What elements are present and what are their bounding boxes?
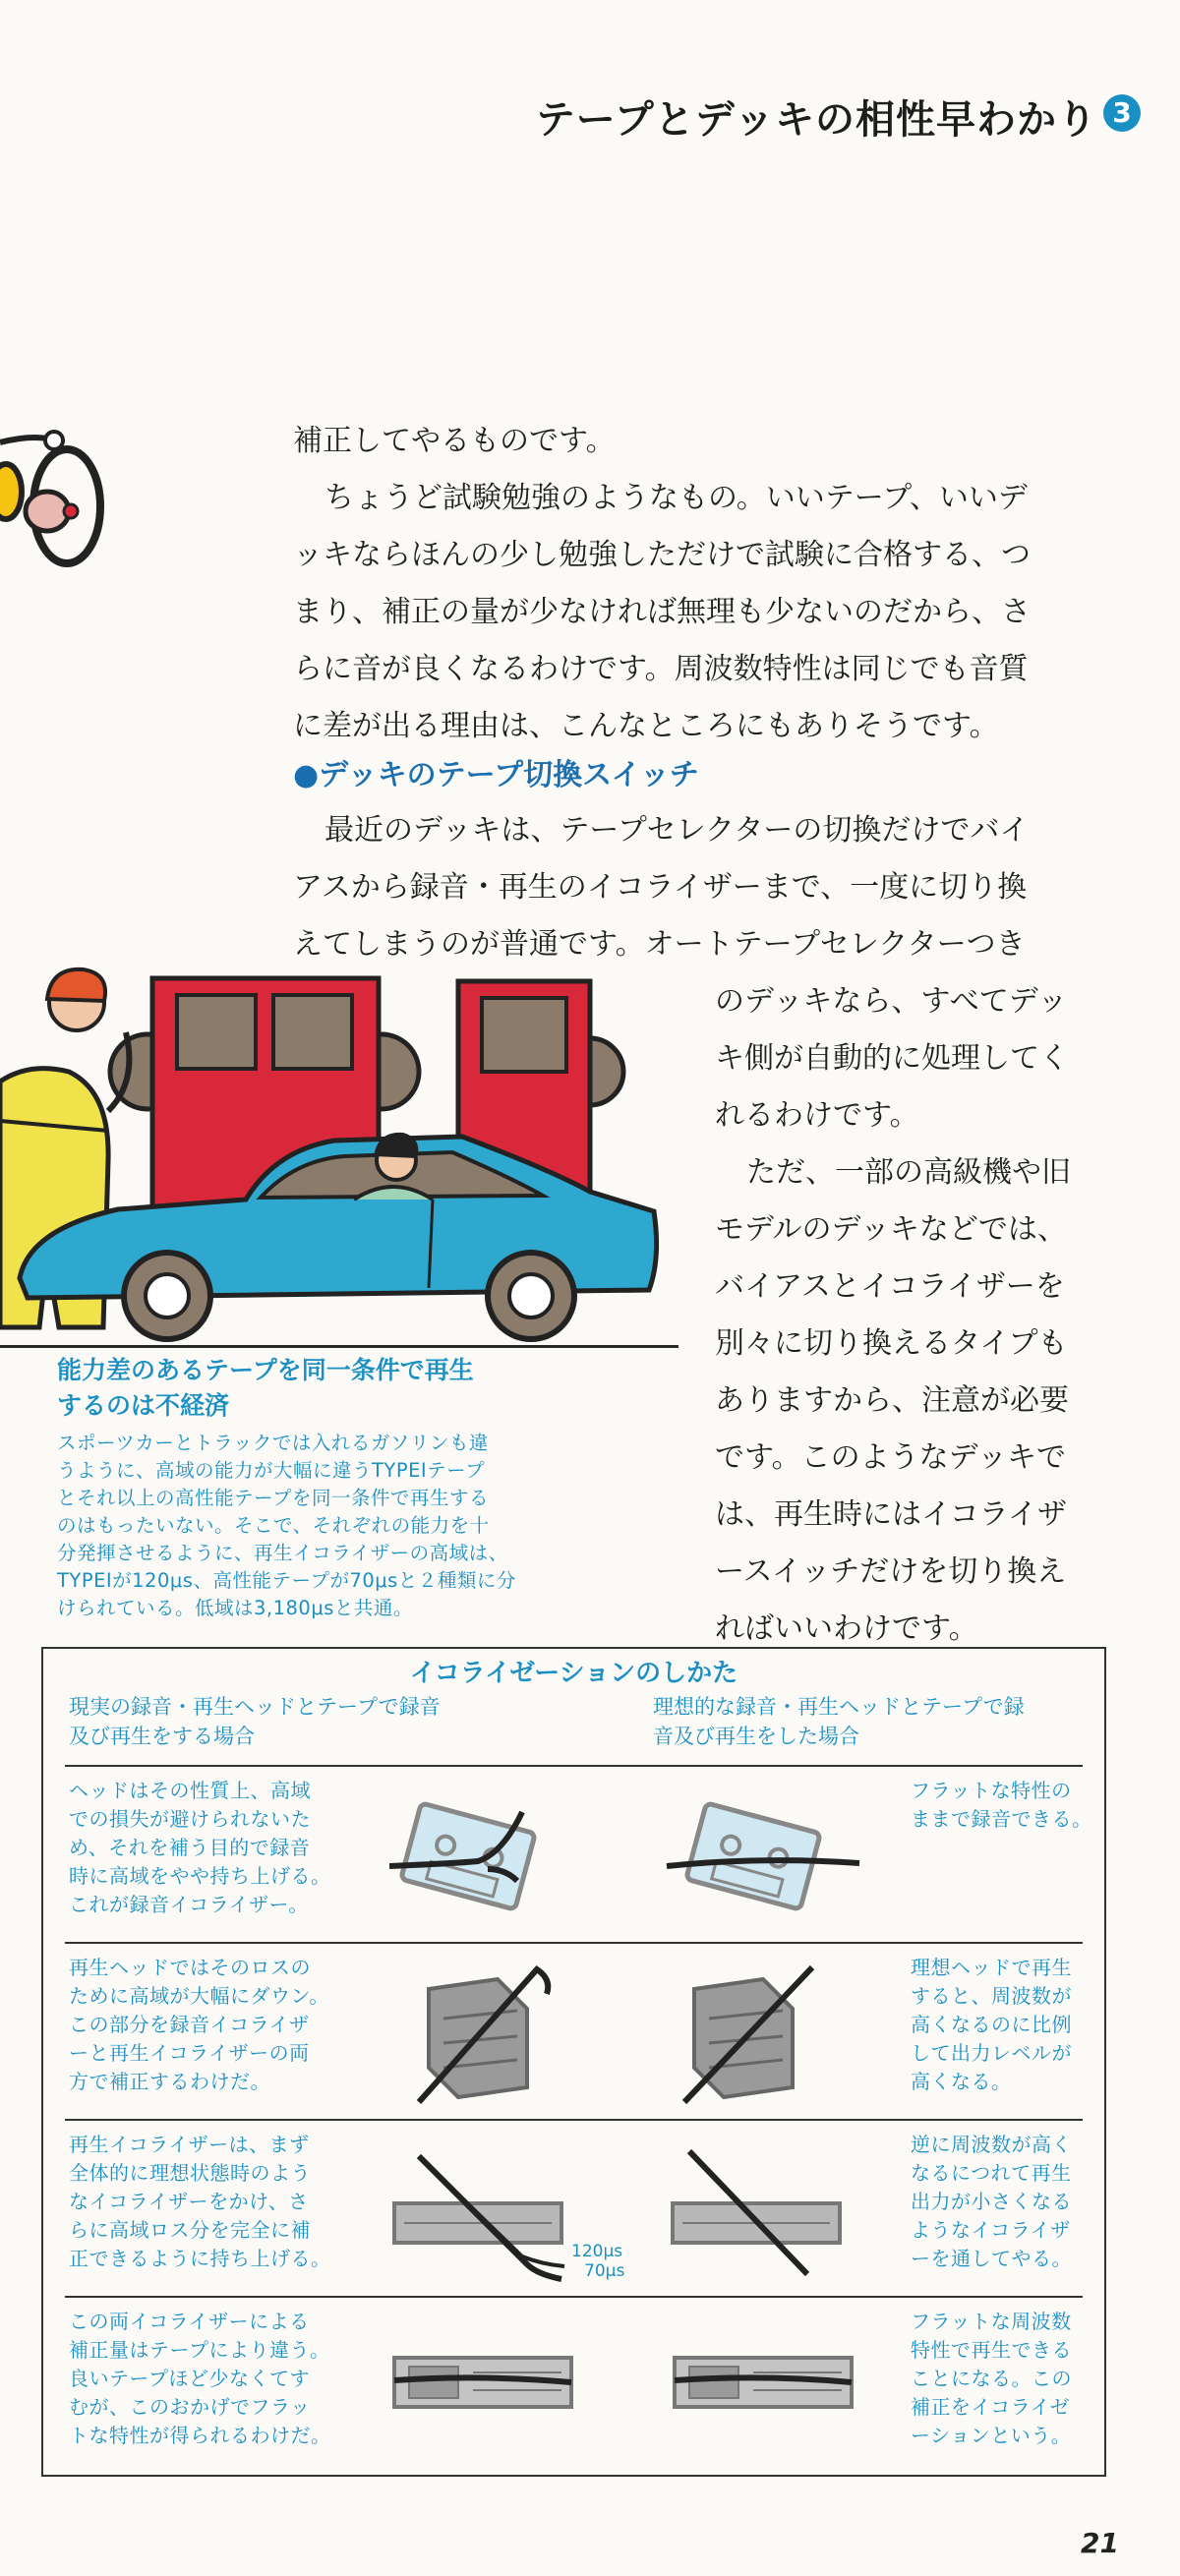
- body-line: のデッキなら、すべてデッ: [715, 984, 1068, 1019]
- eq-row-recording: [65, 1765, 1092, 1942]
- body-line: ありますから、注意が必要: [715, 1383, 1069, 1418]
- body-line: 最近のデッキは、テープセレクターの切換だけでバイ: [324, 813, 1030, 848]
- eq-row-left-text: 再生ヘッドではそのロスの ために高域が大幅にダウン。 この部分を録音イコライザ ーと再生イコライザーの両 方で補正するわけだ。: [69, 1956, 329, 2093]
- eq-row-right-text: 理想ヘッドで再生 すると、周波数が 高くなるのに比例 して出力レベルが 高くなる。: [911, 1956, 1072, 2093]
- body-line: ればいいわけです。: [715, 1611, 978, 1646]
- body-line: 別々に切り換えるタイプも: [715, 1326, 1068, 1361]
- body-line: まり、補正の量が少なければ無理も少ないのだから、さ: [293, 595, 1031, 629]
- body-line: ッキならほんの少し勉強しただけで試験に合格する、つ: [293, 538, 1031, 572]
- body-line: キ側が自動的に処理してく: [715, 1041, 1069, 1076]
- body-line: 補正してやるものです。: [293, 424, 616, 458]
- body-line: らに音が良くなるわけです。周波数特性は同じでも音質: [293, 652, 1029, 686]
- equalization-diagram-box: [41, 1647, 1106, 2477]
- body-line: ースイッチだけを切り換え: [715, 1554, 1067, 1589]
- cassette-deck-diagram: [389, 2304, 901, 2466]
- amplifier-diagram: [389, 2127, 901, 2289]
- gas-station-illustration: [0, 964, 688, 1357]
- body-paragraph-narrow: [715, 973, 1108, 1658]
- column-header-real: 現実の録音・再生ヘッドとテープで録音 及び再生をする場合: [69, 1695, 441, 1748]
- body-line: ただ、一部の高級機や旧: [746, 1155, 1071, 1190]
- body-paragraph-intro: [293, 413, 1109, 755]
- page-number: 21: [1081, 2527, 1119, 2559]
- cassette-icon: [401, 1803, 536, 1909]
- eq-label-70us: 70μs: [584, 2261, 625, 2281]
- eq-row-playback-head: [65, 1942, 1083, 2119]
- body-line: です。このようなデッキで: [715, 1440, 1066, 1475]
- body-line: えてしまうのが普通です。オートテープセレクターつき: [293, 927, 1026, 962]
- illustration-ground-line: [0, 1345, 678, 1348]
- eq-row-left-text: 再生イコライザーは、まず 全体的に理想状態時のよう なイコライザーをかけ、さ らに高域ロス分を完全に補 正できるように持ち上げる。: [69, 2133, 331, 2270]
- cassette-diagram: [389, 1773, 901, 1935]
- eq-row-right-text: フラットな周波数 特性で再生できる ことになる。この 補正をイコライゼ ーションという。: [911, 2310, 1072, 2447]
- tape-head-diagram: [389, 1950, 901, 2112]
- caption-title: 能力差のあるテープを同一条件で再生 するのは不経済: [57, 1356, 474, 1420]
- chapter-badge: 3: [1103, 94, 1141, 132]
- body-line: アスから録音・再生のイコライザーまで、一度に切り換: [293, 870, 1028, 905]
- eq-row-right-text: フラットな特性の ままで録音できる。: [911, 1779, 1092, 1831]
- equalization-title: イコライゼーションのしかた: [409, 1659, 738, 1688]
- eq-row-left-text: ヘッドはその性質上、高域 での損失が避けられないた め、それを補う目的で録音 時に高域をやや持ち上げる。 これが録音イコライザー。: [69, 1779, 331, 1916]
- cassette-icon: [686, 1803, 821, 1909]
- body-paragraph-wide: [293, 802, 1109, 973]
- body-line: れるわけです。: [715, 1098, 919, 1133]
- eq-row-right-text: 逆に周波数が高く なるにつれて再生 出力が小さくなる ようなイコライザ ーを通してやる。: [911, 2133, 1072, 2270]
- column-header-ideal: 理想的な録音・再生ヘッドとテープで録 音及び再生をした場合: [653, 1695, 1025, 1748]
- eq-row-result: [65, 2296, 1083, 2473]
- body-line: バイアスとイコライザーを: [715, 1269, 1065, 1304]
- eq-row-left-text: この両イコライザーによる 補正量はテープにより違う。 良いテープほど少なくてす むが、このおかげでフラッ トな特性が得られるわけだ。: [69, 2310, 331, 2447]
- body-line: ちょうど試験勉強のようなもの。いいテープ、いいデ: [324, 481, 1028, 515]
- body-line: は、再生時にはイコライザ: [715, 1497, 1067, 1532]
- eq-row-playback-eq: [65, 2119, 1083, 2296]
- body-line: モデルのデッキなどでは、: [715, 1212, 1067, 1247]
- page-header: [433, 88, 1141, 147]
- eq-label-120us: 120μs: [571, 2242, 623, 2261]
- partial-figure-illustration: [0, 413, 108, 580]
- caption-body: スポーツカーとトラックでは入れるガソリンも違 うように、高域の能力が大幅に違うTYPEⅠテープ とそれ以上の高性能テープを同一条件で再生する のはもったいない。そこで、それぞれの能力を十 分発揮させるように、再生イコライザーの高域は、 TYPEⅠが120μs、高性能テープが70μsと２種類に分 けられている。低域は3,180μsと共通。: [57, 1432, 516, 1619]
- section-heading: ●デッキのテープ切換スイッチ: [293, 758, 699, 792]
- body-line: に差が出る理由は、こんなところにもありそうです。: [293, 709, 999, 743]
- page-title: テープとデッキの相性早わかり: [535, 97, 1097, 143]
